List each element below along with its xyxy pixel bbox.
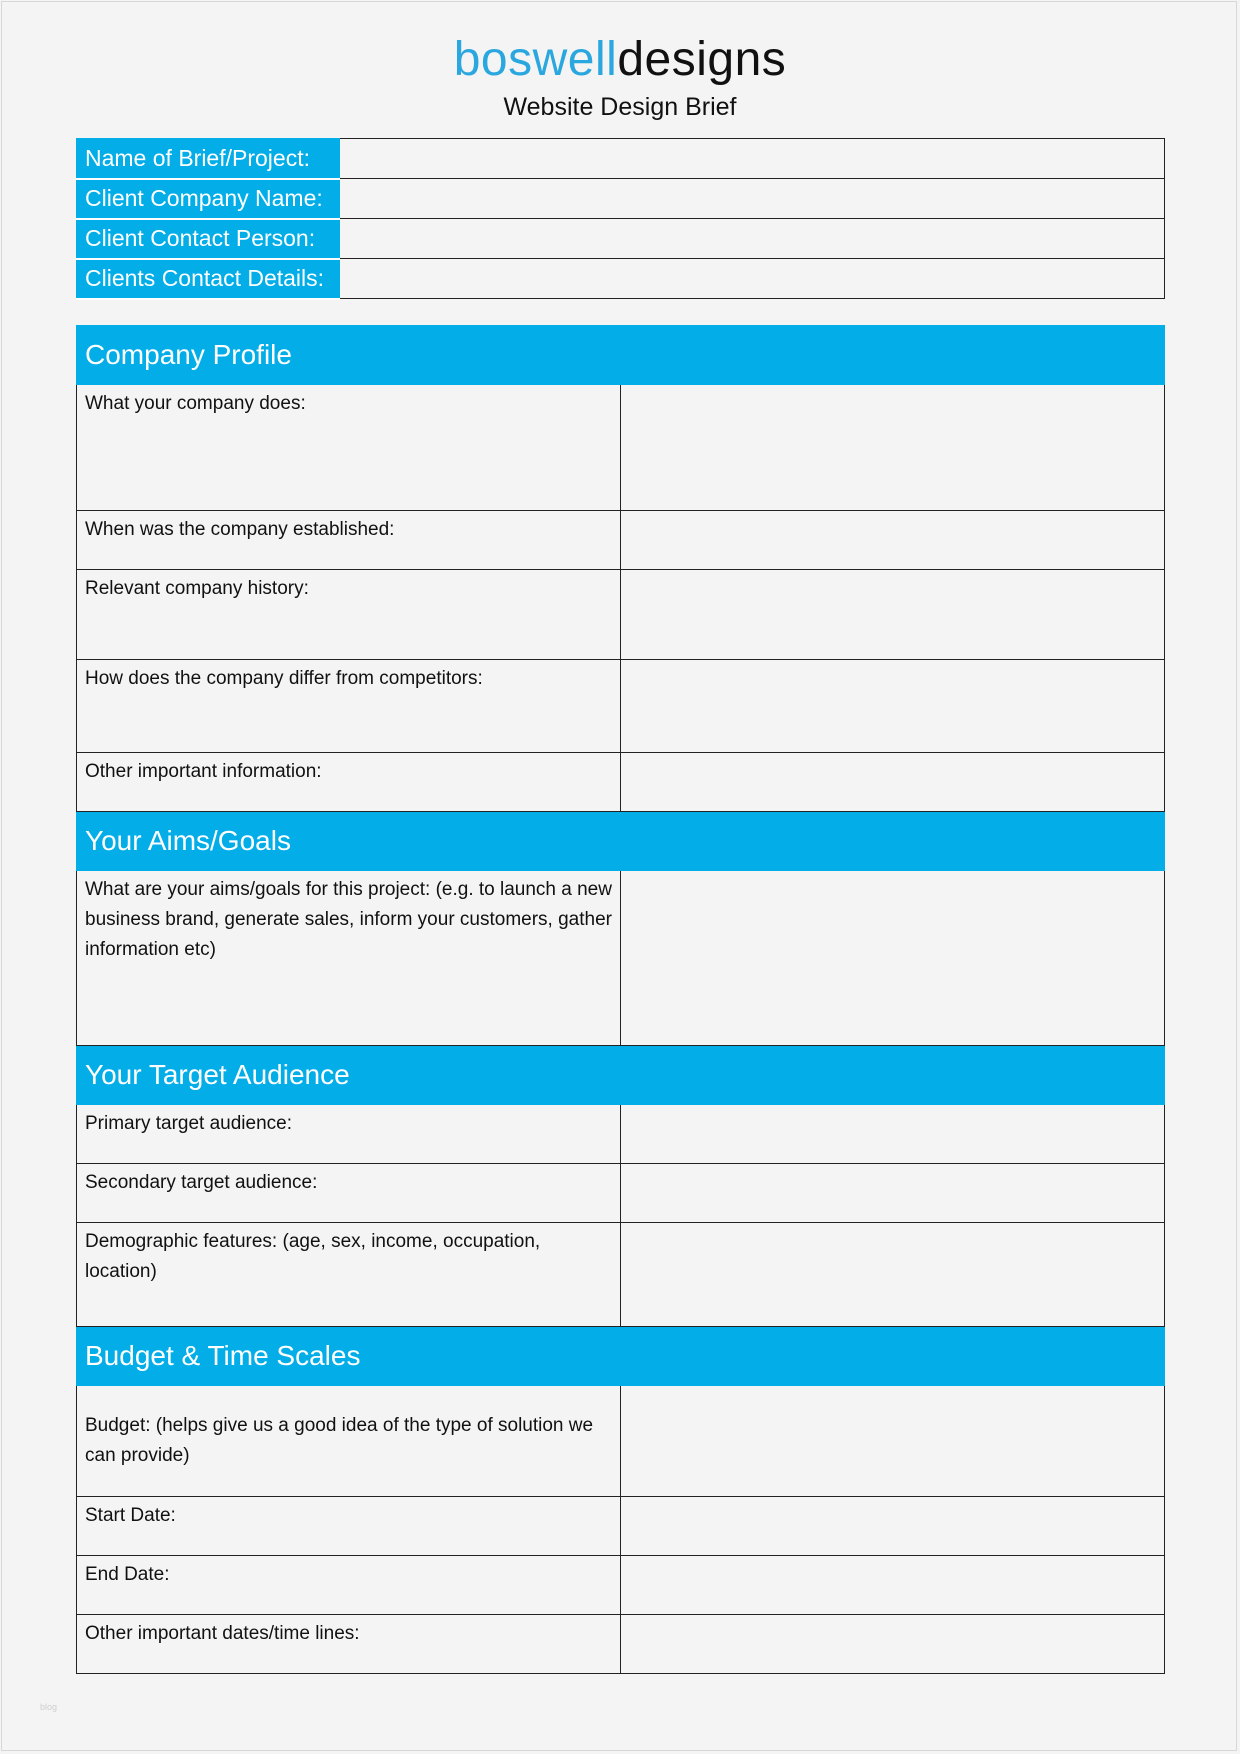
logo-part-boswell: boswell (453, 33, 618, 86)
info-label-project-name: Name of Brief/Project: (77, 139, 340, 179)
answer-field[interactable] (621, 1497, 1165, 1556)
question-label: How does the company differ from competitors: (77, 660, 621, 753)
project-info-table (76, 138, 1165, 300)
info-row (77, 139, 1165, 179)
question-row (77, 1223, 1165, 1327)
brief-questions-table (76, 325, 1165, 1674)
question-label: What are your aims/goals for this project: (e.g. to launch a new business brand, generate sales, inform your customers, gather information etc) (77, 871, 621, 1046)
project-name-field[interactable] (340, 139, 1165, 179)
info-label-contact-details: Clients Contact Details: (77, 259, 340, 299)
question-row (77, 660, 1165, 753)
question-row (77, 753, 1165, 812)
question-row (77, 570, 1165, 660)
answer-field[interactable] (621, 1164, 1165, 1223)
section-heading-target-audience: Your Target Audience (77, 1046, 1165, 1105)
answer-field[interactable] (621, 1223, 1165, 1327)
info-row (77, 179, 1165, 219)
question-label: Secondary target audience: (77, 1164, 621, 1223)
logo-part-designs: designs (617, 33, 787, 86)
question-row (77, 1615, 1165, 1674)
watermark-text: blog (40, 1702, 58, 1712)
question-row (77, 1105, 1165, 1164)
question-label: Primary target audience: (77, 1105, 621, 1164)
contact-details-field[interactable] (340, 259, 1165, 299)
question-row (77, 1164, 1165, 1223)
answer-field[interactable] (621, 570, 1165, 660)
contact-person-field[interactable] (340, 219, 1165, 259)
question-label: What your company does: (77, 385, 621, 511)
answer-field[interactable] (621, 660, 1165, 753)
question-label: When was the company established: (77, 511, 621, 570)
answer-field[interactable] (621, 871, 1165, 1046)
answer-field[interactable] (621, 385, 1165, 511)
question-label: Demographic features: (age, sex, income, occupation, location) (77, 1223, 621, 1327)
question-label: Start Date: (77, 1497, 621, 1556)
question-label: Budget: (helps give us a good idea of the type of solution we can provide) (77, 1386, 621, 1497)
question-label: Other important information: (77, 753, 621, 812)
section-heading-aims-goals: Your Aims/Goals (77, 812, 1165, 871)
answer-field[interactable] (621, 1615, 1165, 1674)
section-heading-budget-time: Budget & Time Scales (77, 1327, 1165, 1386)
question-row (77, 511, 1165, 570)
answer-field[interactable] (621, 1105, 1165, 1164)
question-row (77, 1556, 1165, 1615)
answer-field[interactable] (621, 1556, 1165, 1615)
info-label-contact-person: Client Contact Person: (77, 219, 340, 259)
client-company-field[interactable] (340, 179, 1165, 219)
question-row (77, 385, 1165, 511)
info-row (77, 219, 1165, 259)
question-row (77, 871, 1165, 1046)
answer-field[interactable] (621, 753, 1165, 812)
question-row (77, 1386, 1165, 1497)
answer-field[interactable] (621, 511, 1165, 570)
info-row (77, 259, 1165, 299)
answer-field[interactable] (621, 1386, 1165, 1497)
document-title: Website Design Brief (503, 93, 737, 121)
question-label: Relevant company history: (77, 570, 621, 660)
section-heading-company-profile: Company Profile (77, 326, 1165, 385)
question-row (77, 1497, 1165, 1556)
info-label-client-company: Client Company Name: (77, 179, 340, 219)
brand-logo (0, 30, 1240, 90)
question-label: Other important dates/time lines: (77, 1615, 621, 1674)
question-label: End Date: (77, 1556, 621, 1615)
